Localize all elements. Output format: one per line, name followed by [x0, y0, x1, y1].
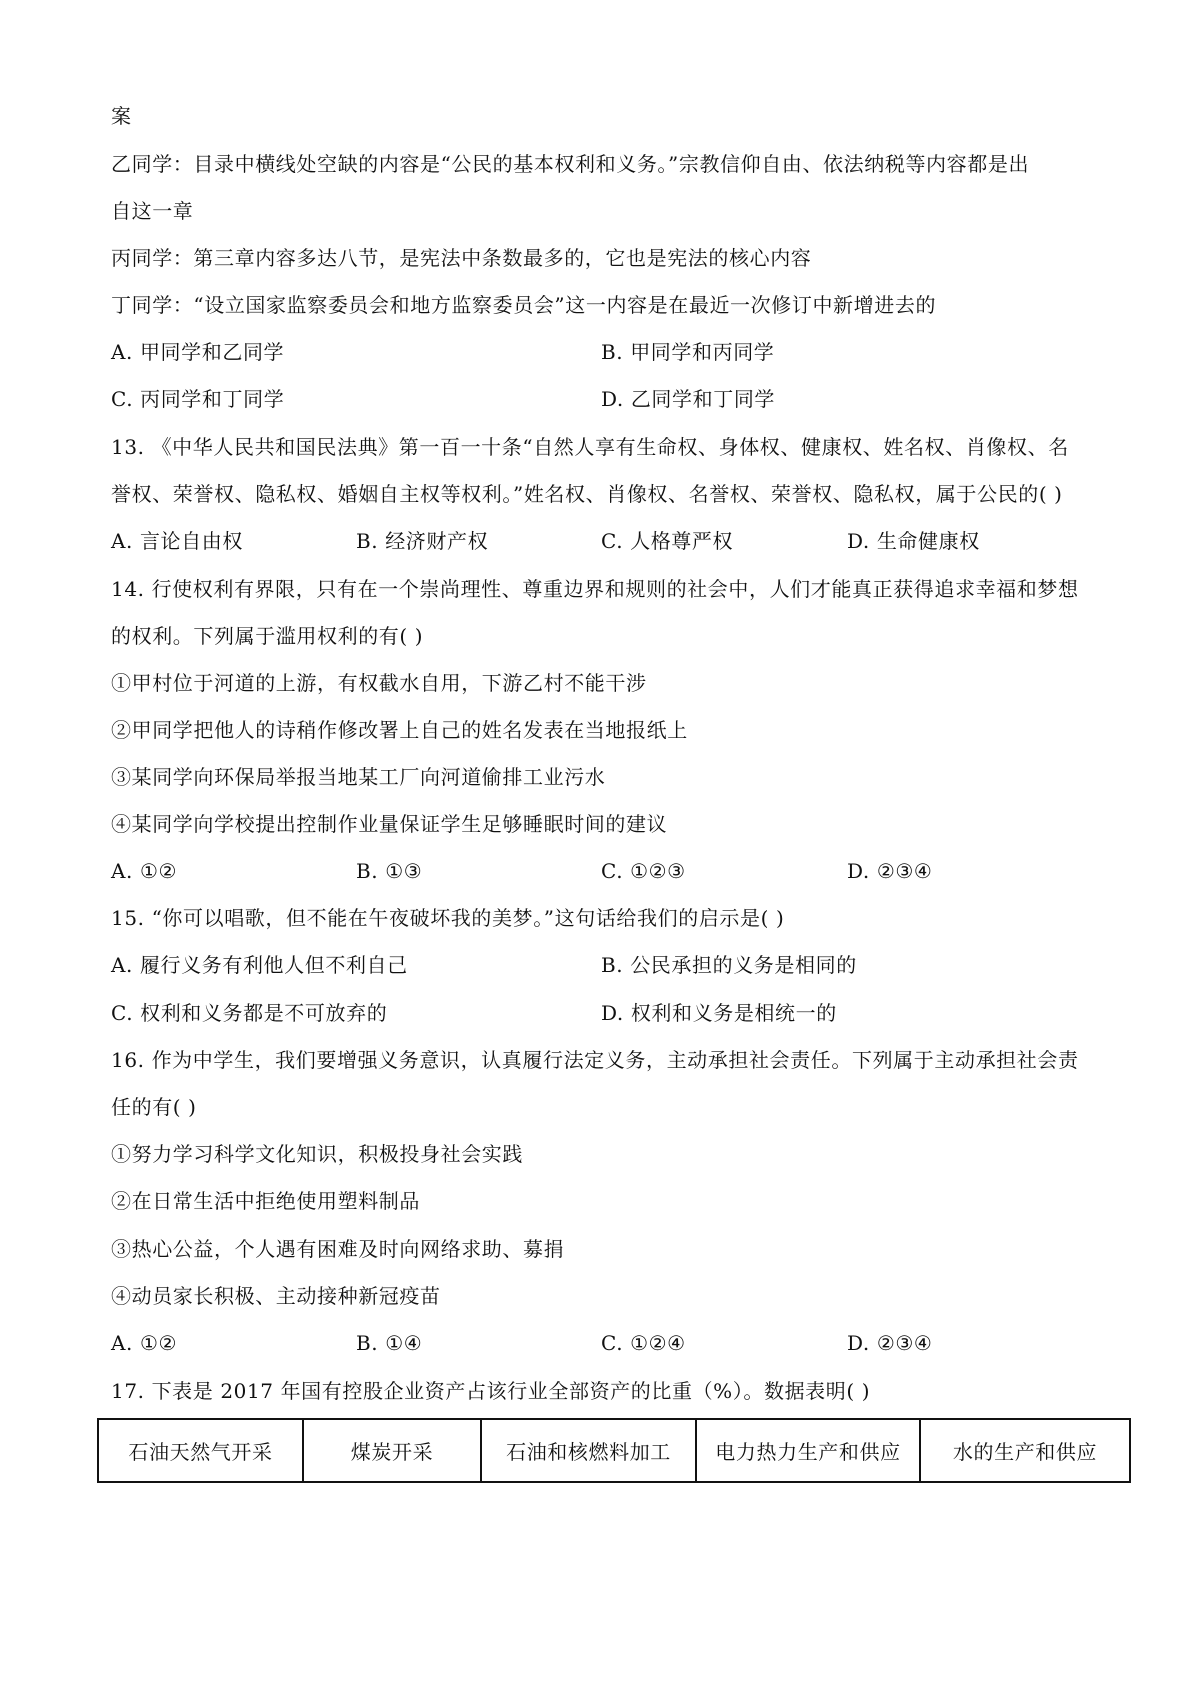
- q16-stem-line2: 任的有( ): [111, 1095, 197, 1119]
- q12-option-a[interactable]: A. 甲同学和乙同学: [111, 340, 285, 364]
- industry-asset-table: [97, 1418, 1131, 1483]
- q15-stem: 15. “你可以唱歌，但不能在午夜破坏我的美梦。”这句话给我们的启示是( ): [111, 906, 785, 930]
- q13-option-c[interactable]: C. 人格尊严权: [601, 529, 734, 553]
- q13-option-a[interactable]: A. 言论自由权: [111, 529, 243, 553]
- table-header-cell: 石油天然气开采: [98, 1419, 303, 1482]
- q13-stem-line2: 誉权、荣誉权、隐私权、婚姻自主权等权利。”姓名权、肖像权、名誉权、荣誉权、隐私权，属于公民的( ): [111, 482, 1063, 506]
- q16-option-b[interactable]: B. ①④: [356, 1331, 423, 1355]
- q16-option-a[interactable]: A. ①②: [111, 1331, 178, 1355]
- q17-stem: 17. 下表是 2017 年国有控股企业资产占该行业全部资产的比重（%）。数据表明( ): [111, 1379, 871, 1403]
- student-ding: 丁同学：“设立国家监察委员会和地方监察委员会”这一内容是在最近一次修订中新增进去的: [111, 293, 937, 317]
- q12-option-b[interactable]: B. 甲同学和丙同学: [601, 340, 775, 364]
- q15-option-d[interactable]: D. 权利和义务是相统一的: [601, 1001, 837, 1025]
- q14-item-4: ④某同学向学校提出控制作业量保证学生足够睡眠时间的建议: [111, 812, 668, 836]
- q14-item-1: ①甲村位于河道的上游，有权截水自用，下游乙村不能干涉: [111, 671, 647, 695]
- table-row: [98, 1419, 1130, 1482]
- q13-option-b[interactable]: B. 经济财产权: [356, 529, 489, 553]
- student-bing: 丙同学：第三章内容多达八节，是宪法中条数最多的，它也是宪法的核心内容: [111, 246, 812, 270]
- q13-stem-line1: 13. 《中华人民共和国民法典》第一百一十条“自然人享有生命权、身体权、健康权、姓名权、肖像权、名: [111, 435, 1069, 459]
- q14-item-3: ③某同学向环保局举报当地某工厂向河道偷排工业污水: [111, 765, 606, 789]
- q15-option-c[interactable]: C. 权利和义务都是不可放弃的: [111, 1001, 388, 1025]
- q14-option-a[interactable]: A. ①②: [111, 859, 178, 883]
- table-header-cell: 水的生产和供应: [920, 1419, 1130, 1482]
- q14-item-2: ②甲同学把他人的诗稍作修改署上自己的姓名发表在当地报纸上: [111, 718, 688, 742]
- q16-option-c[interactable]: C. ①②④: [601, 1331, 686, 1355]
- table-header-cell: 电力热力生产和供应: [696, 1419, 920, 1482]
- q16-stem-line1: 16. 作为中学生，我们要增强义务意识，认真履行法定义务，主动承担社会责任。下列属于主动承担社会责: [111, 1048, 1079, 1072]
- q16-item-4: ④动员家长积极、主动接种新冠疫苗: [111, 1284, 441, 1308]
- table-header-cell: 煤炭开采: [303, 1419, 481, 1482]
- q14-option-d[interactable]: D. ②③④: [847, 859, 933, 883]
- student-yi-line1: 乙同学：目录中横线处空缺的内容是“公民的基本权利和义务。”宗教信仰自由、依法纳税等内容都是出: [111, 152, 1030, 176]
- q14-option-b[interactable]: B. ①③: [356, 859, 423, 883]
- q15-option-b[interactable]: B. 公民承担的义务是相同的: [601, 953, 857, 977]
- q16-item-3: ③热心公益，个人遇有困难及时向网络求助、募捐: [111, 1237, 565, 1261]
- table-header-cell: 石油和核燃料加工: [481, 1419, 696, 1482]
- q14-option-c[interactable]: C. ①②③: [601, 859, 686, 883]
- q12-option-c[interactable]: C. 丙同学和丁同学: [111, 387, 285, 411]
- q12-option-d[interactable]: D. 乙同学和丁同学: [601, 387, 776, 411]
- q13-option-d[interactable]: D. 生命健康权: [847, 529, 980, 553]
- q16-option-d[interactable]: D. ②③④: [847, 1331, 933, 1355]
- q16-item-2: ②在日常生活中拒绝使用塑料制品: [111, 1189, 420, 1213]
- student-yi-line2: 自这一章: [111, 199, 194, 223]
- q15-option-a[interactable]: A. 履行义务有利他人但不利自己: [111, 953, 408, 977]
- q16-item-1: ①努力学习科学文化知识，积极投身社会实践: [111, 1142, 523, 1166]
- continuation-text: 案: [111, 104, 132, 128]
- q14-stem-line2: 的权利。下列属于滥用权利的有( ): [111, 624, 424, 648]
- q14-stem-line1: 14. 行使权利有界限，只有在一个崇尚理性、尊重边界和规则的社会中，人们才能真正获得追求幸福和梦想: [111, 577, 1079, 601]
